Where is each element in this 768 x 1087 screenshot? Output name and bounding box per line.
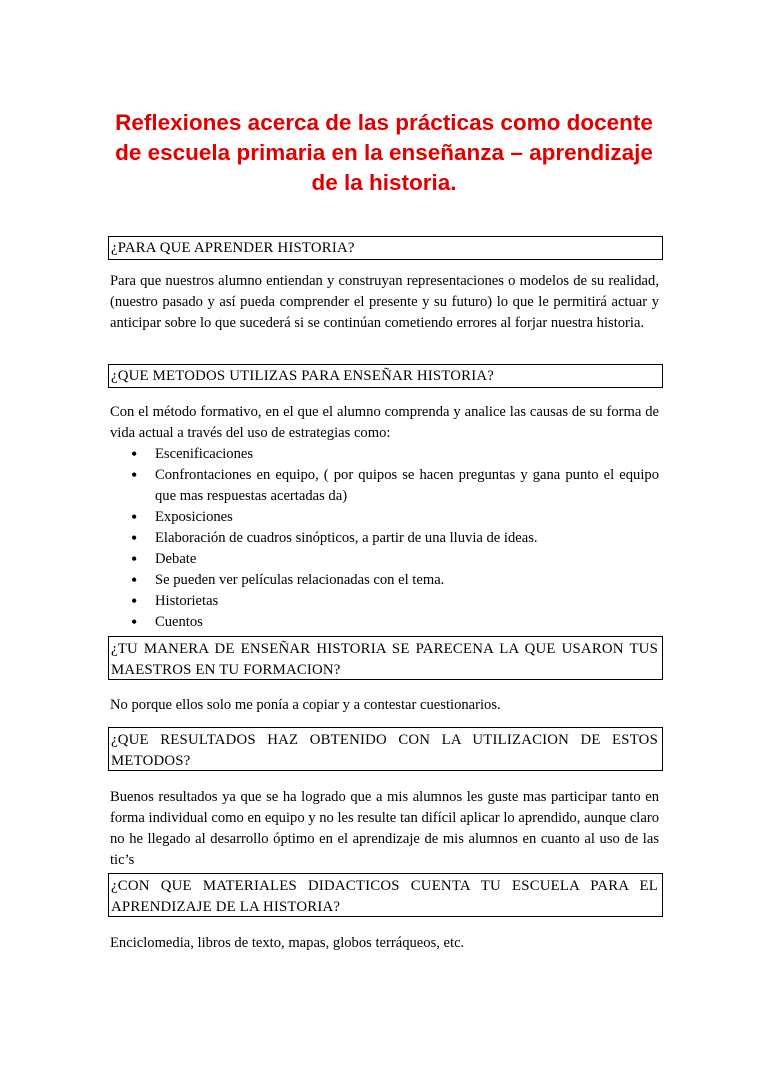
answer-5: Enciclomedia, libros de texto, mapas, globos terráqueos, etc. (110, 935, 465, 951)
list-item: • Se pueden ver películas relacionadas con el tema. (110, 570, 659, 591)
list-item: • Cuentos (110, 612, 659, 633)
question-box-3: ¿TU MANERA DE ENSEÑAR HISTORIA SE PARECENA LA QUE USARON TUS MAESTROS EN TU FORMACION? (108, 636, 663, 680)
list-item: • Debate (110, 549, 659, 570)
answer-1: Para que nuestros alumno entiendan y construyan representaciones o modelos de su realidad, (nuestro pasado y así pueda comprender el presente y su futuro) lo que le permitirá actuar y anticipar sobre lo que sucederá si se continúan cometiendo errores al forjar nuestra historia. (110, 273, 659, 331)
question-box-1: ¿PARA QUE APRENDER HISTORIA? (108, 236, 663, 260)
list-item: • Exposiciones (110, 507, 659, 528)
answer-4: Buenos resultados ya que se ha logrado que a mis alumnos les guste mas participar tanto en forma individual como en equipo y no les resulte tan difícil aplicar lo aprendido, aunque claro no he llegado al desarrollo óptimo en el aprendizaje de mis alumnos en cuanto al uso de las tic’s (110, 789, 659, 868)
list-item: • Escenificaciones (110, 444, 659, 465)
answer-3: No porque ellos solo me ponía a copiar y a contestar cuestionarios. (110, 697, 501, 713)
methods-list (110, 444, 659, 633)
list-item: • Historietas (110, 591, 659, 612)
list-item: • Confrontaciones en equipo, ( por quipos se hacen preguntas y gana punto el equipo que mas respuestas acertadas da) (110, 465, 659, 507)
answer-2: Con el método formativo, en el que el alumno comprenda y analice las causas de su forma de vida actual a través del uso de estrategias como: (110, 404, 659, 441)
question-box-2: ¿QUE METODOS UTILIZAS PARA ENSEÑAR HISTORIA? (108, 364, 663, 388)
question-box-5: ¿CON QUE MATERIALES DIDACTICOS CUENTA TU ESCUELA PARA EL APRENDIZAJE DE LA HISTORIA? (108, 873, 663, 917)
page-title: Reflexiones acerca de las prácticas como docente de escuela primaria en la enseñanza – aprendizaje de la historia. (115, 110, 653, 195)
list-item: • Elaboración de cuadros sinópticos, a partir de una lluvia de ideas. (110, 528, 659, 549)
question-box-4: ¿QUE RESULTADOS HAZ OBTENIDO CON LA UTILIZACION DE ESTOS METODOS? (108, 727, 663, 771)
